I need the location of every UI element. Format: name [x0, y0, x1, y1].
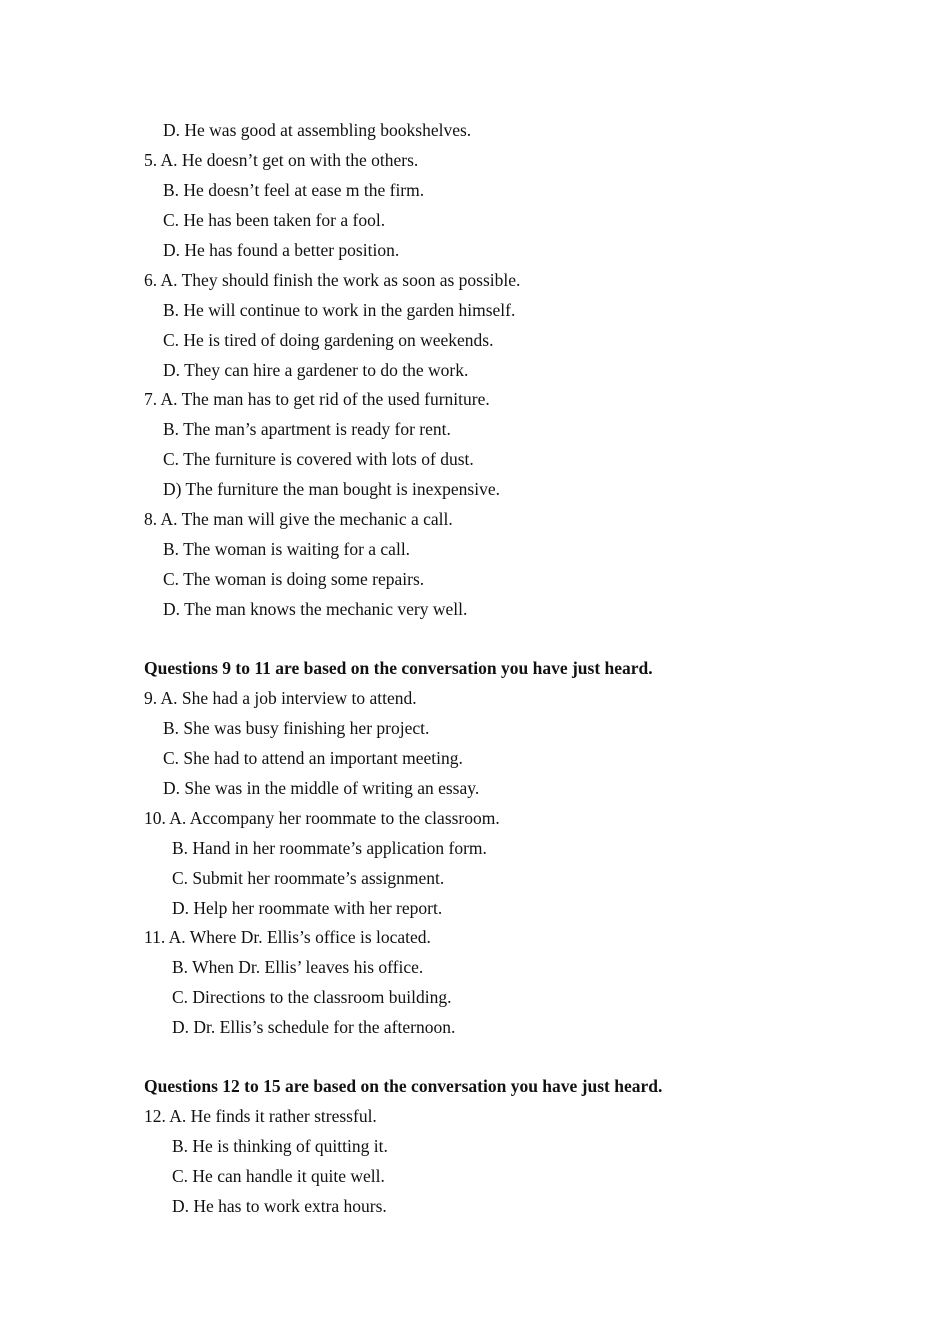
question-12-option-a: 12. A. He finds it rather stressful. [144, 1106, 377, 1126]
question-10-option-a: 10. A. Accompany her roommate to the classroom. [144, 808, 500, 828]
option-5c: C. He has been taken for a fool. [163, 210, 386, 230]
option-4d: D. He was good at assembling bookshelves. [163, 120, 472, 140]
option-7c: C. The furniture is covered with lots of dust. [163, 449, 474, 469]
option-12b: B. He is thinking of quitting it. [172, 1136, 388, 1156]
question-5-option-a: 5. A. He doesn’t get on with the others. [144, 150, 419, 170]
option-11d: D. Dr. Ellis’s schedule for the afternoon. [172, 1017, 456, 1037]
option-7d: D) The furniture the man bought is inexpensive. [163, 479, 500, 499]
question-6-option-a: 6. A. They should finish the work as soon as possible. [144, 270, 521, 290]
option-9c: C. She had to attend an important meeting. [163, 748, 463, 768]
option-6c: C. He is tired of doing gardening on weekends. [163, 330, 494, 350]
option-12c: C. He can handle it quite well. [172, 1166, 385, 1186]
option-10d: D. Help her roommate with her report. [172, 898, 443, 918]
option-12d: D. He has to work extra hours. [172, 1196, 387, 1216]
question-8-option-a: 8. A. The man will give the mechanic a call. [144, 509, 453, 529]
section-heading-12-15: Questions 12 to 15 are based on the conversation you have just heard. [144, 1076, 663, 1096]
option-5d: D. He has found a better position. [163, 240, 400, 260]
option-9b: B. She was busy finishing her project. [163, 718, 430, 738]
option-7b: B. The man’s apartment is ready for rent. [163, 419, 451, 439]
question-7-option-a: 7. A. The man has to get rid of the used furniture. [144, 389, 490, 409]
option-8b: B. The woman is waiting for a call. [163, 539, 411, 559]
option-6b: B. He will continue to work in the garden himself. [163, 300, 516, 320]
option-10b: B. Hand in her roommate’s application form. [172, 838, 487, 858]
section-heading-9-11: Questions 9 to 11 are based on the conversation you have just heard. [144, 658, 653, 678]
option-9d: D. She was in the middle of writing an essay. [163, 778, 480, 798]
option-8d: D. The man knows the mechanic very well. [163, 599, 468, 619]
option-10c: C. Submit her roommate’s assignment. [172, 868, 445, 888]
option-8c: C. The woman is doing some repairs. [163, 569, 425, 589]
option-5b: B. He doesn’t feel at ease m the firm. [163, 180, 425, 200]
question-11-option-a: 11. A. Where Dr. Ellis’s office is located. [144, 927, 431, 947]
question-9-option-a: 9. A. She had a job interview to attend. [144, 688, 417, 708]
option-11c: C. Directions to the classroom building. [172, 987, 452, 1007]
option-6d: D. They can hire a gardener to do the work. [163, 360, 469, 380]
option-11b: B. When Dr. Ellis’ leaves his office. [172, 957, 424, 977]
